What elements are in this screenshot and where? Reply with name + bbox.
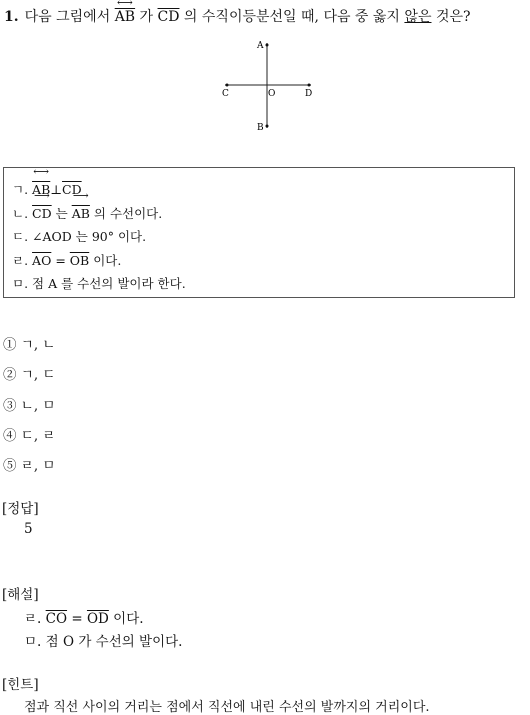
choice-5[interactable]	[3, 454, 55, 474]
choice-number: ②	[3, 367, 17, 383]
point-a	[266, 44, 269, 47]
statement-4: ㄹ. $\overline{AO} = \overline{OB}$ 이다.	[12, 252, 122, 268]
underlined-word: 않은	[404, 9, 432, 25]
choice-number: ⑤	[3, 458, 17, 474]
hint-text: 점과 직선 사이의 거리는 점에서 직선에 내린 수선의 발까지의 거리이다.	[24, 700, 430, 715]
choice-1[interactable]	[3, 333, 55, 353]
explanation-line-1: ㄹ. $\overline{CO} = \overline{OD}$ 이다.	[24, 611, 144, 627]
hint-heading: [힌트]	[2, 677, 39, 693]
point-c	[226, 84, 229, 87]
choice-number: ④	[3, 428, 17, 444]
explanation-line-2: ㅁ. 점 O 가 수선의 발이다.	[24, 634, 183, 650]
point-d	[308, 84, 311, 87]
label-c: C	[222, 89, 229, 99]
choice-3[interactable]	[3, 394, 55, 414]
choice-text: ㄹ, ㅁ	[20, 458, 56, 474]
point-b	[266, 125, 269, 128]
choice-4[interactable]	[3, 424, 55, 444]
question-text: 1. 다음 그림에서 ⟷ $\overline{AB}$ 가 $\overline{CD}$ 의 수직이등분선일 때, 다음 중 옳지 않은 것은?	[4, 6, 471, 26]
line-ab: ⟷ $\overline{AB}$	[115, 9, 135, 25]
answer-heading: [정답]	[2, 501, 39, 517]
answer-value: 5	[24, 521, 33, 537]
statement-3: ㄷ. ∠AOD 는 90° 이다.	[12, 229, 147, 244]
choice-text: ㄴ, ㅁ	[20, 398, 56, 414]
label-a: A	[257, 41, 264, 51]
label-o: O	[268, 89, 276, 99]
choice-number: ①	[3, 337, 17, 353]
statement-5: ㅁ. 점 A 를 수선의 발이라 한다.	[12, 276, 186, 291]
choice-text: ㄱ, ㄴ	[20, 337, 56, 353]
choice-number: ③	[3, 398, 17, 414]
label-b: B	[257, 123, 264, 133]
question-number: 1.	[4, 9, 19, 25]
explanation-heading: [해설]	[2, 587, 39, 603]
statement-2: ㄴ. ⟶ $\overline{CD}$ 는 ⟶ $\overline{AB}$ 의 수선이다.	[12, 202, 506, 226]
choice-2[interactable]	[3, 363, 55, 383]
perpendicular-figure	[215, 36, 325, 136]
statement-1: ㄱ. ⟷ $\overline{AB}\perp\overline{CD}$	[12, 178, 506, 202]
choice-text: ㄷ, ㄹ	[20, 428, 56, 444]
label-d: D	[305, 89, 313, 99]
statements-box	[3, 167, 515, 298]
segment-cd: $\overline{CD}$	[157, 9, 180, 25]
choice-text: ㄱ, ㄷ	[20, 367, 56, 383]
